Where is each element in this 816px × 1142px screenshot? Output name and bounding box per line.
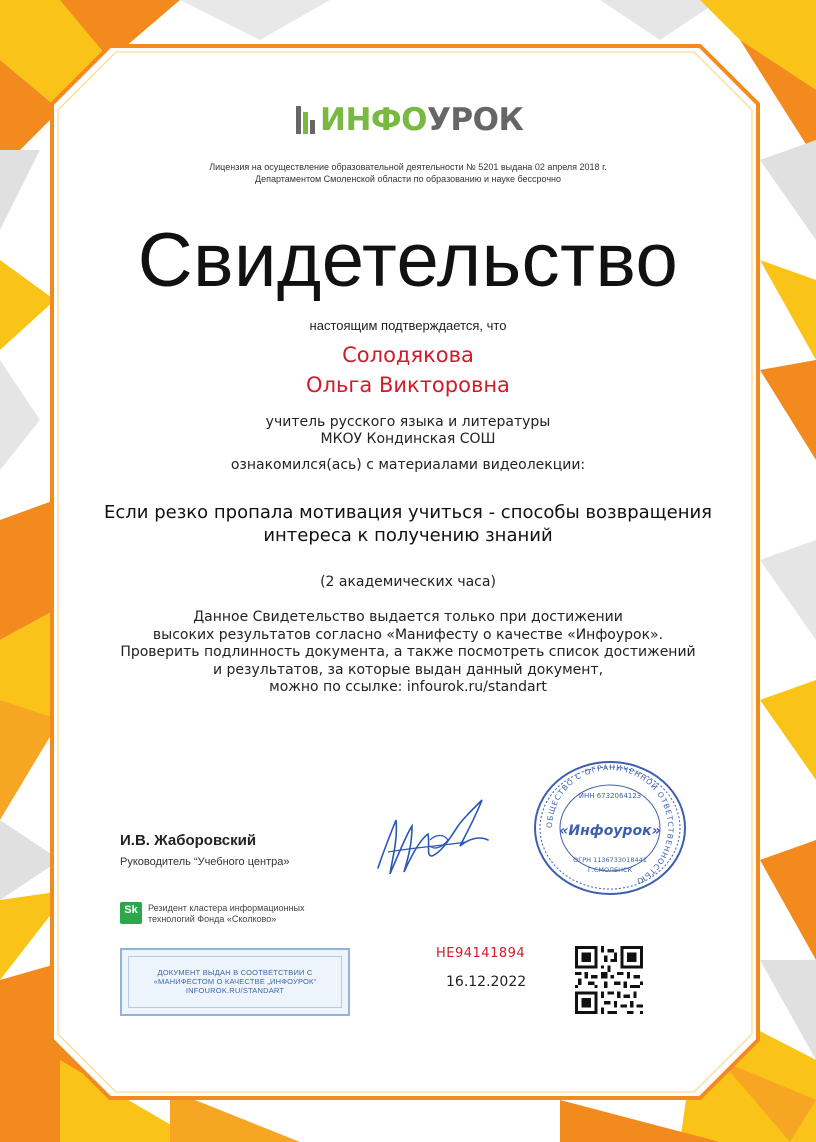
company-seal xyxy=(530,758,690,898)
seal-inn: ИНН 6732064123 xyxy=(578,792,642,800)
manifest-line1: ДОКУМЕНТ ВЫДАН В СООТВЕТСТВИИ С xyxy=(157,968,313,977)
seal-ring-text: ОБЩЕСТВО С ОГРАНИЧЕННОЙ ОТВЕТСТВЕННОСТЬЮ xyxy=(544,762,676,887)
qr-code[interactable] xyxy=(575,946,643,1014)
license-line2: Департаментом Смоленской области по образованию и науке бессрочно xyxy=(254,174,562,184)
logo-part1: ИНФО xyxy=(320,102,427,138)
handwritten-signature xyxy=(370,790,500,890)
recipient-school: МКОУ Кондинская СОШ xyxy=(320,431,496,447)
license-line1: Лицензия на осуществление образовательной деятельности № 5201 выдана 02 апреля 2018 г. xyxy=(209,162,607,172)
skolkovo-line2: технологий Фонда «Сколково» xyxy=(148,914,277,924)
signer-name: И.В. Жаборовский xyxy=(120,832,257,849)
recipient-position: учитель русского языка и литературы xyxy=(265,414,551,430)
manifest-stamp xyxy=(120,948,350,1016)
disclaimer-line: и результатов, за которые выдан данный документ, xyxy=(212,661,604,678)
issue-date: 16.12.2022 xyxy=(446,974,527,990)
seal-ogrn: ОГРН 1136733018441 xyxy=(573,856,647,864)
skolkovo-badge: Sk xyxy=(124,904,138,916)
seal-center-text: «Инфоурок» xyxy=(559,823,661,839)
confirm-text: настоящим подтверждается, что xyxy=(309,318,507,333)
logo-part2: УРОК xyxy=(426,102,524,138)
disclaimer-link-line: можно по ссылке: infourok.ru/standart xyxy=(269,679,547,695)
manifest-line3: INFOUROK.RU/STANDART xyxy=(185,986,285,995)
recipient-surname: Солодякова xyxy=(342,343,474,367)
logo-wordmark xyxy=(320,100,523,140)
disclaimer-line: Данное Свидетельство выдается только при достижении xyxy=(193,609,623,625)
recipient-name: Ольга Викторовна xyxy=(306,373,510,397)
familiarized-text: ознакомился(ась) с материалами видеолекции: xyxy=(230,457,586,473)
seal-city: Г.СМОЛЕНСК xyxy=(587,866,633,874)
document-title: Свидетельство xyxy=(137,218,679,303)
lecture-title-line1: Если резко пропала мотивация учиться - способы возвращения xyxy=(104,502,712,523)
infourok-logo xyxy=(296,100,526,140)
skolkovo-line1: Резидент кластера информационных xyxy=(148,903,305,913)
skolkovo-logo xyxy=(120,902,142,924)
signer-role: Руководитель “Учебного центра» xyxy=(120,856,290,868)
serial-number: НЕ94141894 xyxy=(436,946,526,961)
disclaimer-line: Проверить подлинность документа, а также посмотреть список достижений xyxy=(120,644,696,660)
hours-text: (2 академических часа) xyxy=(320,574,496,590)
disclaimer-line: высоких результатов согласно «Манифесту о качестве «Инфоурок». xyxy=(152,626,664,643)
logo-bars-icon xyxy=(296,106,316,134)
lecture-title-line2: интереса к получению знаний xyxy=(263,525,553,546)
manifest-line2: «МАНИФЕСТОМ О КАЧЕСТВЕ „ИНФОУРОК“ xyxy=(153,977,317,986)
